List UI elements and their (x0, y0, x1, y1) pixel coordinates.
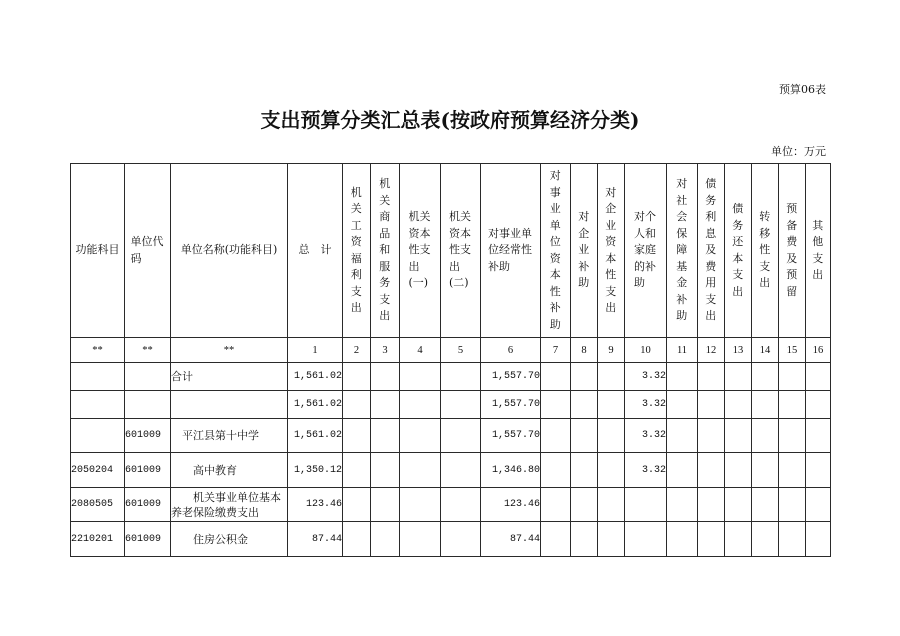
cell-enterprise-capital (598, 453, 625, 488)
cell-capital-1 (400, 522, 441, 557)
cell-debt-principal (725, 363, 752, 391)
cell-enterprise-subsidy (571, 363, 598, 391)
cell-value: 601009 (125, 430, 162, 441)
header-capital-2 (441, 164, 481, 338)
cell-goods-services (371, 419, 400, 453)
cell-household-subsidy (625, 363, 667, 391)
index-label: 8 (581, 344, 587, 356)
cell-institution-capital-subsidy (541, 522, 571, 557)
cell-value: 1,557.70 (491, 371, 540, 382)
cell-enterprise-subsidy (571, 522, 598, 557)
cell-reserve (779, 522, 806, 557)
cell-reserve (779, 363, 806, 391)
cell-institution-regular-subsidy (481, 391, 541, 419)
cell-enterprise-capital (598, 488, 625, 522)
cell-unit-code (125, 363, 171, 391)
cell-capital-2 (441, 363, 481, 391)
cell-institution-regular-subsidy (481, 453, 541, 488)
cell-enterprise-capital (598, 522, 625, 557)
table-row (71, 488, 831, 522)
index-label: 9 (608, 344, 614, 356)
header-debt-principal (725, 164, 752, 338)
cell-transfer (752, 363, 779, 391)
header-wages-welfare (343, 164, 371, 338)
cell-wages-welfare (343, 522, 371, 557)
cell-value: 平江县第十中学 (182, 429, 259, 442)
cell-value: 123.46 (503, 499, 540, 510)
index-label: 7 (552, 344, 559, 356)
cell-other (806, 391, 831, 419)
header-label: 总 计 (298, 243, 332, 257)
cell-unit-name (171, 363, 288, 391)
index-other (806, 338, 831, 363)
cell-institution-capital-subsidy (541, 488, 571, 522)
cell-other (806, 453, 831, 488)
cell-function-code (71, 391, 125, 419)
cell-unit-name (171, 453, 288, 488)
cell-enterprise-capital (598, 391, 625, 419)
header-label: 对个人和家庭的补助 (633, 210, 656, 290)
header-unit-code (125, 164, 171, 338)
cell-capital-1 (400, 363, 441, 391)
cell-unit-name (171, 522, 288, 557)
table-row (71, 363, 831, 391)
cell-value: 合计 (171, 370, 193, 383)
cell-function-code (71, 419, 125, 453)
header-unit-name (171, 164, 288, 338)
cell-value: 3.32 (641, 399, 666, 410)
cell-transfer (752, 391, 779, 419)
cell-goods-services (371, 522, 400, 557)
index-label: 4 (417, 344, 423, 356)
index-social-security-subsidy (667, 338, 698, 363)
index-label: 14 (759, 344, 771, 356)
index-label: ** (92, 344, 103, 356)
cell-enterprise-subsidy (571, 419, 598, 453)
cell-institution-capital-subsidy (541, 391, 571, 419)
cell-institution-capital-subsidy (541, 363, 571, 391)
cell-transfer (752, 419, 779, 453)
cell-unit-name (171, 488, 288, 522)
cell-unit-code (125, 522, 171, 557)
cell-value: 3.32 (641, 430, 666, 441)
cell-enterprise-capital (598, 363, 625, 391)
table-head (71, 164, 831, 338)
header-label: 功能科目 (75, 243, 120, 257)
index-label: 15 (786, 344, 798, 356)
header-label: 债务还本支出 (732, 202, 744, 298)
index-capital-2 (441, 338, 481, 363)
header-label: 对企业补助 (578, 210, 590, 290)
header-label: 机关工资福利支出 (350, 185, 362, 314)
table-body (71, 338, 831, 557)
cell-reserve (779, 419, 806, 453)
cell-wages-welfare (343, 453, 371, 488)
cell-reserve (779, 391, 806, 419)
header-label: 单位名称(功能科目) (180, 243, 278, 257)
header-goods-services (371, 164, 400, 338)
cell-value: 2080505 (71, 499, 114, 510)
index-label: 3 (382, 344, 388, 356)
index-enterprise-subsidy (571, 338, 598, 363)
cell-total (288, 419, 343, 453)
cell-capital-2 (441, 488, 481, 522)
cell-household-subsidy (625, 488, 667, 522)
cell-unit-name (171, 391, 288, 419)
cell-debt-interest (698, 363, 725, 391)
cell-institution-regular-subsidy (481, 363, 541, 391)
cell-transfer (752, 522, 779, 557)
cell-wages-welfare (343, 363, 371, 391)
index-label: ** (142, 344, 153, 356)
cell-total (288, 363, 343, 391)
cell-household-subsidy (625, 391, 667, 419)
header-label: 对企业资本性支出 (605, 185, 617, 314)
header-other (806, 164, 831, 338)
index-unit-code (125, 338, 171, 363)
cell-capital-2 (441, 419, 481, 453)
index-transfer (752, 338, 779, 363)
cell-other (806, 419, 831, 453)
table-row (71, 522, 831, 557)
cell-unit-code (125, 391, 171, 419)
cell-capital-2 (441, 522, 481, 557)
cell-goods-services (371, 363, 400, 391)
cell-debt-interest (698, 522, 725, 557)
cell-value: 1,561.02 (293, 430, 342, 441)
cell-debt-interest (698, 419, 725, 453)
cell-institution-capital-subsidy (541, 453, 571, 488)
cell-social-security-subsidy (667, 363, 698, 391)
cell-value: 3.32 (641, 371, 666, 382)
cell-household-subsidy (625, 453, 667, 488)
cell-total (288, 488, 343, 522)
header-institution-regular-subsidy (481, 164, 541, 338)
cell-function-code (71, 488, 125, 522)
cell-social-security-subsidy (667, 522, 698, 557)
header-reserve (779, 164, 806, 338)
index-label: 13 (732, 344, 744, 356)
index-label: 12 (705, 344, 717, 356)
cell-debt-principal (725, 453, 752, 488)
index-debt-interest (698, 338, 725, 363)
header-label: 对社会保障基金补助 (676, 177, 688, 323)
cell-enterprise-subsidy (571, 453, 598, 488)
header-label: 机关资本性支出(二) (448, 210, 471, 290)
cell-value: 1,561.02 (293, 371, 342, 382)
unit-label: 单位：万元 (771, 145, 826, 158)
index-label: 11 (676, 344, 688, 356)
cell-goods-services (371, 391, 400, 419)
cell-value: 1,346.80 (491, 464, 540, 476)
index-label: 2 (353, 344, 360, 356)
index-label: ** (223, 344, 235, 356)
page-title: 支出预算分类汇总表(按政府预算经济分类) (260, 108, 640, 132)
cell-capital-1 (400, 391, 441, 419)
cell-value: 2210201 (71, 533, 114, 545)
cell-reserve (779, 453, 806, 488)
cell-wages-welfare (343, 488, 371, 522)
cell-unit-name (171, 419, 288, 453)
cell-value: 1,557.70 (491, 430, 540, 441)
cell-function-code (71, 522, 125, 557)
index-debt-principal (725, 338, 752, 363)
cell-debt-interest (698, 453, 725, 488)
cell-wages-welfare (343, 419, 371, 453)
cell-institution-regular-subsidy (481, 522, 541, 557)
cell-value: 机关事业单位基本养老保险缴费支出 (171, 490, 281, 519)
header-label: 对事业单位资本性补助 (549, 169, 561, 331)
cell-debt-principal (725, 391, 752, 419)
header-enterprise-capital (598, 164, 625, 338)
cell-debt-interest (698, 488, 725, 522)
header-label: 机关商品和服务支出 (379, 177, 391, 323)
index-row (71, 338, 831, 363)
cell-social-security-subsidy (667, 391, 698, 419)
cell-total (288, 522, 343, 557)
index-unit-name (171, 338, 288, 363)
cell-institution-capital-subsidy (541, 419, 571, 453)
header-row (71, 164, 831, 338)
cell-transfer (752, 453, 779, 488)
header-debt-interest (698, 164, 725, 338)
cell-value: 3.32 (641, 464, 666, 476)
cell-value: 601009 (125, 464, 162, 476)
cell-debt-principal (725, 488, 752, 522)
cell-value: 1,561.02 (293, 399, 342, 410)
index-label: 6 (507, 344, 514, 356)
cell-value: 601009 (125, 533, 162, 545)
index-label: 16 (812, 344, 824, 356)
cell-value: 601009 (125, 499, 162, 510)
header-capital-1 (400, 164, 441, 338)
cell-value: 高中教育 (193, 463, 237, 477)
cell-capital-1 (400, 453, 441, 488)
index-enterprise-capital (598, 338, 625, 363)
cell-social-security-subsidy (667, 453, 698, 488)
cell-enterprise-subsidy (571, 488, 598, 522)
cell-goods-services (371, 453, 400, 488)
index-institution-capital-subsidy (541, 338, 571, 363)
cell-debt-interest (698, 391, 725, 419)
cell-function-code (71, 363, 125, 391)
cell-other (806, 522, 831, 557)
header-label: 转移性支出 (759, 210, 771, 290)
index-reserve (779, 338, 806, 363)
cell-function-code (71, 453, 125, 488)
cell-goods-services (371, 488, 400, 522)
header-household-subsidy (625, 164, 667, 338)
index-goods-services (371, 338, 400, 363)
cell-institution-regular-subsidy (481, 419, 541, 453)
header-label: 其他支出 (812, 218, 824, 281)
cell-institution-regular-subsidy (481, 488, 541, 522)
cell-household-subsidy (625, 522, 667, 557)
cell-total (288, 391, 343, 419)
header-label: 机关资本性支出(一) (408, 210, 431, 290)
header-label: 单位代码 (130, 235, 164, 265)
index-label: 5 (457, 344, 464, 356)
cell-unit-code (125, 453, 171, 488)
cell-debt-principal (725, 522, 752, 557)
cell-unit-code (125, 419, 171, 453)
table-row (71, 419, 831, 453)
index-function-code (71, 338, 125, 363)
cell-enterprise-subsidy (571, 391, 598, 419)
cell-value: 住房公积金 (193, 532, 248, 546)
header-social-security-subsidy (667, 164, 698, 338)
cell-debt-principal (725, 419, 752, 453)
cell-total (288, 453, 343, 488)
table-row (71, 453, 831, 488)
cell-capital-1 (400, 419, 441, 453)
header-function-code (71, 164, 125, 338)
cell-value: 87.44 (311, 533, 342, 545)
cell-capital-1 (400, 488, 441, 522)
header-label: 预备费及预留 (786, 202, 798, 298)
cell-other (806, 488, 831, 522)
cell-reserve (779, 488, 806, 522)
cell-enterprise-capital (598, 419, 625, 453)
header-total (288, 164, 343, 338)
index-household-subsidy (625, 338, 667, 363)
cell-value: 2050204 (71, 464, 114, 476)
index-label: 10 (640, 344, 651, 356)
index-total (288, 338, 343, 363)
cell-value: 87.44 (509, 533, 540, 545)
cell-value: 123.46 (305, 499, 342, 510)
index-institution-regular-subsidy (481, 338, 541, 363)
cell-other (806, 363, 831, 391)
header-label: 对事业单位经常性补助 (487, 226, 532, 273)
form-number: 预算06表 (779, 83, 826, 96)
cell-capital-2 (441, 453, 481, 488)
cell-wages-welfare (343, 391, 371, 419)
cell-value: 1,350.12 (293, 464, 342, 476)
index-capital-1 (400, 338, 441, 363)
cell-social-security-subsidy (667, 419, 698, 453)
table-row (71, 391, 831, 419)
cell-household-subsidy (625, 419, 667, 453)
index-wages-welfare (343, 338, 371, 363)
header-label: 债务利息及费用支出 (705, 177, 717, 323)
header-institution-capital-subsidy (541, 164, 571, 338)
header-transfer (752, 164, 779, 338)
budget-table (70, 163, 831, 557)
cell-unit-code (125, 488, 171, 522)
cell-value: 1,557.70 (491, 399, 540, 410)
header-enterprise-subsidy (571, 164, 598, 338)
cell-social-security-subsidy (667, 488, 698, 522)
cell-capital-2 (441, 391, 481, 419)
cell-transfer (752, 488, 779, 522)
index-label: 1 (312, 344, 318, 356)
